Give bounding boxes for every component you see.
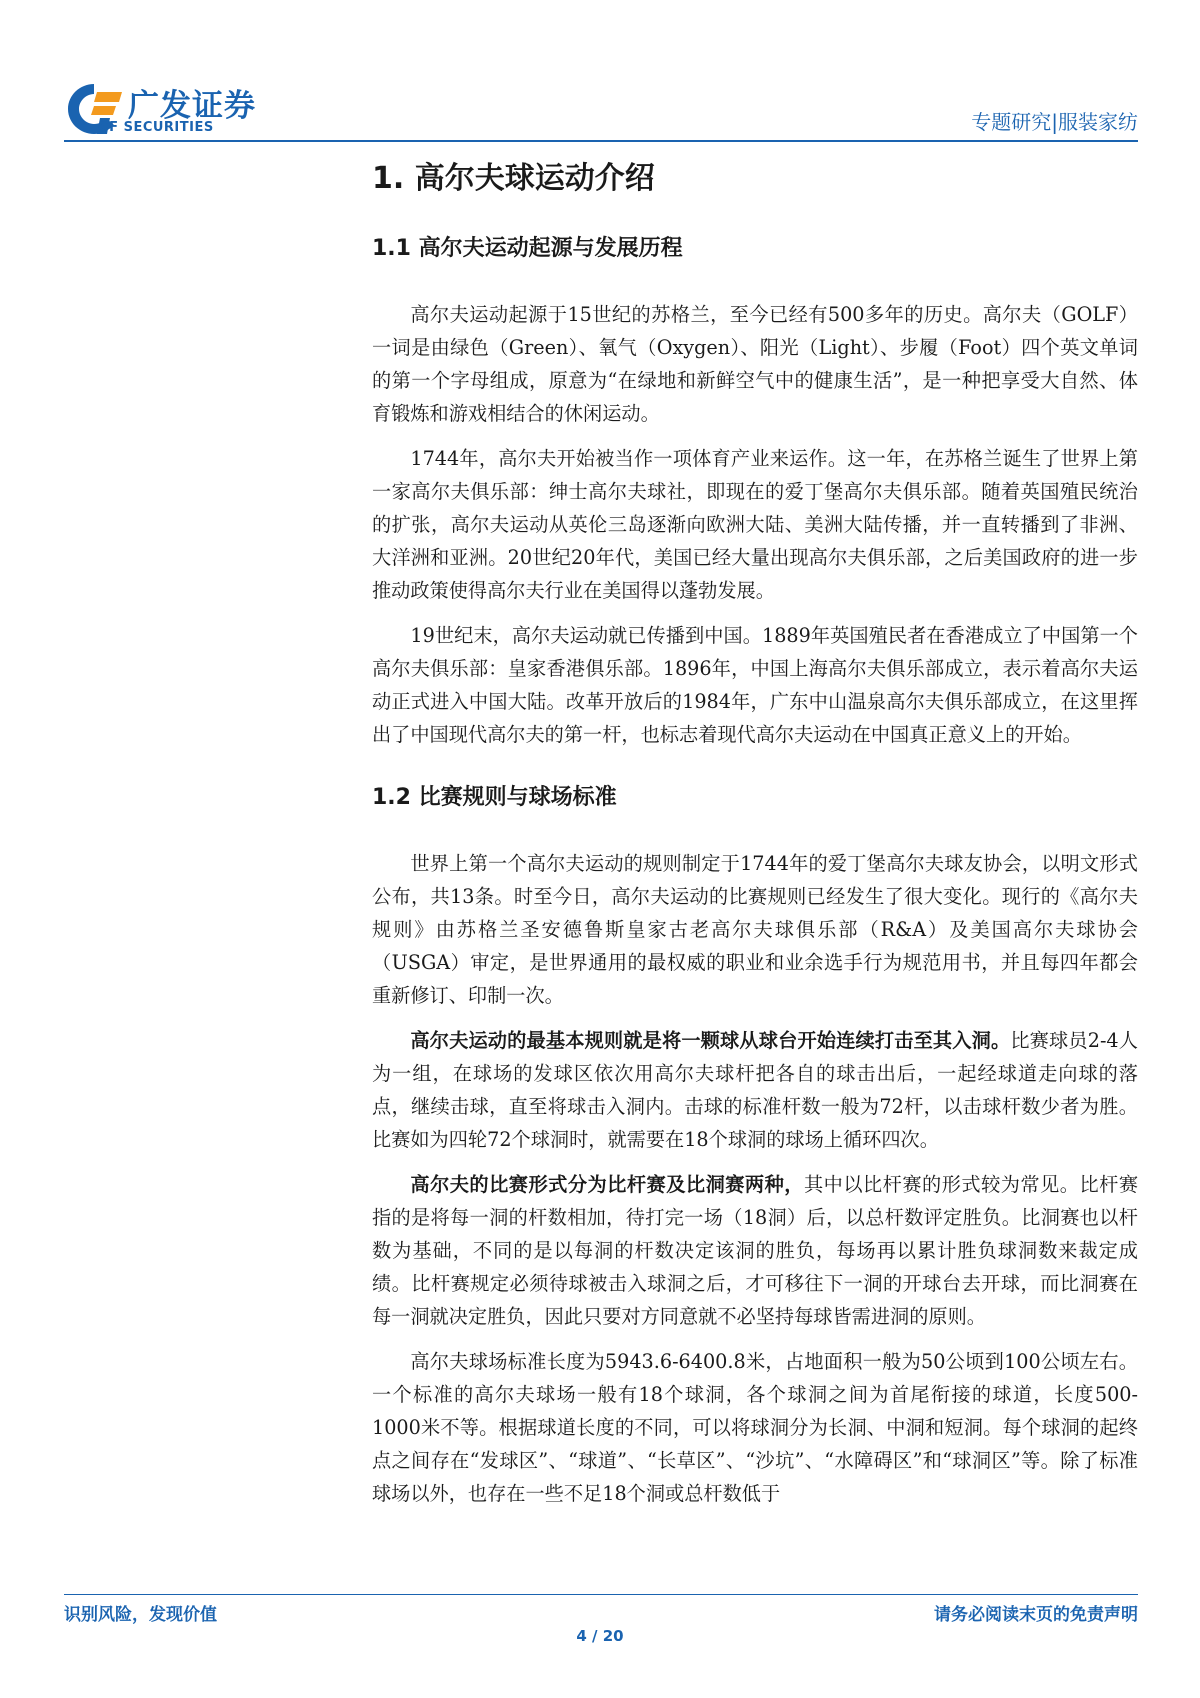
logo-text-cn: 广发证券 [128,88,256,124]
page-number: 4 / 20 [576,1627,624,1645]
subsection-title-origin: 1.1 高尔夫运动起源与发展历程 [372,236,683,261]
paragraph: 19世纪末，高尔夫运动就已传播到中国。1889年英国殖民者在香港成立了中国第一个高尔夫俱乐部：皇家香港俱乐部。1896年，中国上海高尔夫俱乐部成立，表示着高尔夫运动正式进入中国大陆。改革开放后的1984年，广东中山温泉高尔夫俱乐部成立，在这里挥出了中国现代高尔夫的第一杆，也标志着现代高尔夫运动在中国真正意义上的开始。 [372,624,1138,746]
paragraph: 高尔夫球场标准长度为5943.6-6400.8米，占地面积一般为50公顷到100公顷左右。一个标准的高尔夫球场一般有18个球洞，各个球洞之间为首尾衔接的球道，长度500-1000米不等。根据球道长度的不同，可以将球洞分为长洞、中洞和短洞。每个球洞的起终点之间存在“发球区”、“球道”、“长草区”、“沙坑”、“水障碍区”和“球洞区”等。除了标准球场以外，也存在一些不足18个洞或总杆数低于 [372,1350,1138,1505]
key-point: 高尔夫运动的最基本规则就是将一颗球从球台开始连续打击至其入洞。 [410,1029,1011,1052]
paragraph: 1744年，高尔夫开始被当作一项体育产业来运作。这一年，在苏格兰诞生了世界上第一家高尔夫俱乐部：绅士高尔夫球社，即现在的爱丁堡高尔夫俱乐部。随着英国殖民统治的扩张，高尔夫运动从英伦三岛逐渐向欧洲大陆、美洲大陆传播，并一直转播到了非洲、大洋洲和亚洲。20世纪20年代，美国已经大量出现高尔夫俱乐部，之后美国政府的进一步推动政策使得高尔夫行业在美国得以蓬勃发展。 [372,447,1138,602]
main-content [372,152,1138,1522]
subsection-title-rules: 1.2 比赛规则与球场标准 [372,785,617,810]
footer-divider [64,1594,1138,1595]
header-divider [64,140,1138,142]
footer-slogan: 识别风险，发现价值 [64,1605,217,1625]
section-title: 1. 高尔夫球运动介绍 [372,161,655,196]
paragraph: 高尔夫运动起源于15世纪的苏格兰，至今已经有500多年的历史。高尔夫（GOLF）一词是由绿色（Green）、氧气（Oxygen）、阳光（Light）、步履（Foot）四个英文单词的第一个字母组成，原意为“在绿地和新鲜空气中的健康生活”，是一种把享受大自然、体育锻炼和游戏相结合的休闲运动。 [372,303,1138,425]
report-category: 专题研究|服装家纺 [971,110,1138,134]
paragraph-text: 其中以比杆赛的形式较为常见。比杆赛指的是将每一洞的杆数相加，待打完一场（18洞）后，以总杆数评定胜负。比洞赛也以杆数为基础，不同的是以每洞的杆数决定该洞的胜负，每场再以累计胜负球洞数来裁定成绩。比杆赛规定必须待球被击入球洞之后，才可移往下一洞的开球台去开球，而比洞赛在每一洞就决定胜负，因此只要对方同意就不必坚持每球皆需进洞的原则。 [372,1173,1139,1328]
key-point: 高尔夫的比赛形式分为比杆赛及比洞赛两种， [410,1173,804,1196]
logo-text-en: GF SECURITIES [98,120,214,135]
paragraph [372,1024,1138,1156]
paragraph [372,1168,1138,1333]
paragraph-text: 比赛球员2-4人为一组，在球场的发球区依次用高尔夫球杆把各自的球击出后，一起经球道走向球的落点，继续击球，直至将球击入洞内。击球的标准杆数一般为72杆，以击球杆数少者为胜。比赛如为四轮72个球洞时，就需要在18个球洞的球场上循环四次。 [372,1029,1138,1151]
paragraph: 世界上第一个高尔夫运动的规则制定于1744年的爱丁堡高尔夫球友协会，以明文形式公布，共13条。时至今日，高尔夫运动的比赛规则已经发生了很大变化。现行的《高尔夫规则》由苏格兰圣安德鲁斯皇家古老高尔夫球俱乐部（R&A）及美国高尔夫球协会（USGA）审定，是世界通用的最权威的职业和业余选手行为规范用书，并且每四年都会重新修订、印制一次。 [372,852,1138,1007]
footer-disclaimer: 请务必阅读末页的免责声明 [934,1605,1138,1625]
